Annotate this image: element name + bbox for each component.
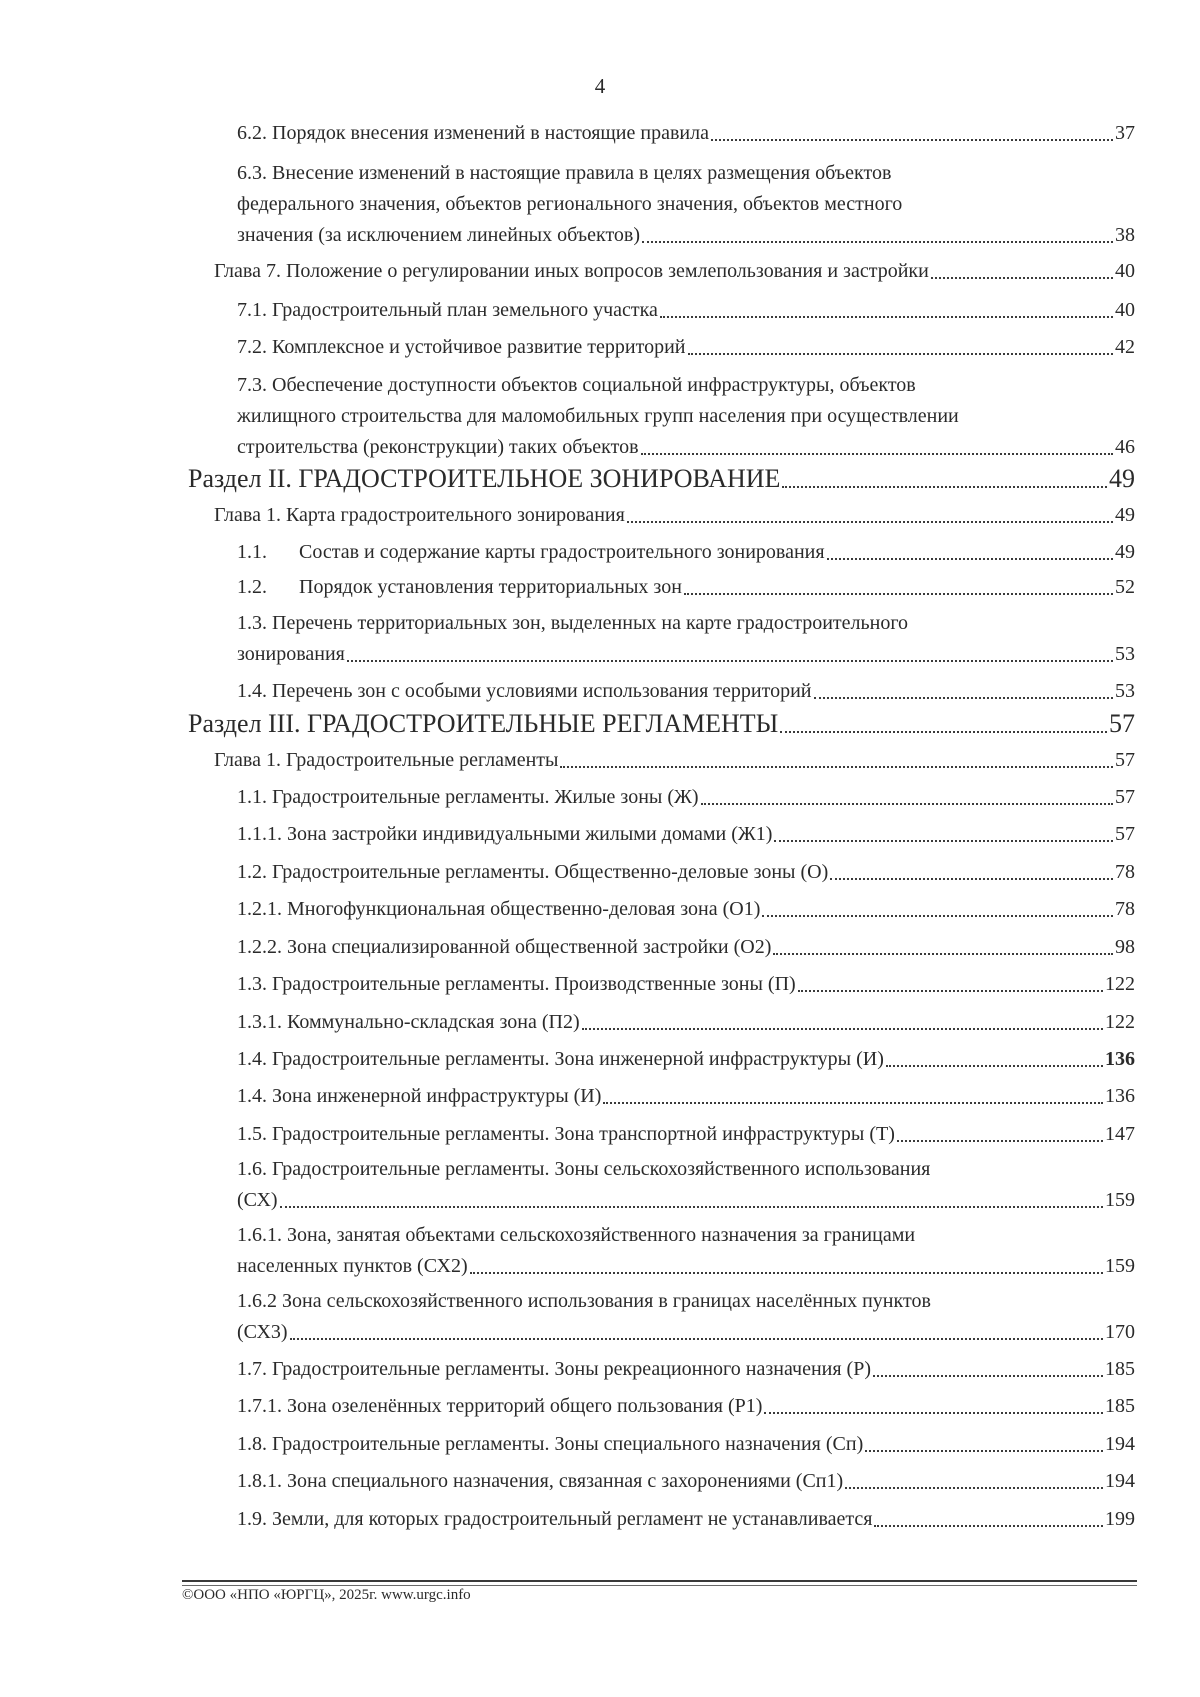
toc-entry (237, 678, 1135, 705)
toc-page-number: 159 (1105, 1189, 1135, 1211)
toc-page-number: 194 (1105, 1433, 1135, 1455)
toc-page-number: 40 (1115, 260, 1135, 282)
toc-dot-leader (688, 353, 1114, 355)
toc-page-number: 53 (1115, 680, 1135, 702)
toc-entry-line: 6.3. Внесение изменений в настоящие правила в целях размещения объектов (237, 162, 892, 184)
toc-entry (237, 1468, 1135, 1495)
toc-entry-line: 1.6. Градостроительные регламенты. Зоны сельскохозяйственного использования (237, 1158, 931, 1180)
toc-page-number: 122 (1105, 1011, 1135, 1033)
toc-dot-leader (660, 316, 1113, 318)
toc-dot-leader (582, 1028, 1103, 1030)
toc-page-number: 122 (1105, 973, 1135, 995)
toc-page-number: 49 (1115, 504, 1135, 526)
toc-page-number: 57 (1115, 786, 1135, 808)
toc-dot-leader (830, 878, 1113, 880)
toc-entry-title: 1.8.1. Зона специального назначения, связанная с захоронениями (Сп1) (237, 1470, 844, 1492)
toc-entry (237, 971, 1135, 998)
toc-entry-title: значения (за исключением линейных объектов) (237, 224, 641, 246)
toc-entry-title: 1.2. Градостроительные регламенты. Общественно-деловые зоны (О) (237, 861, 829, 883)
toc-entry-title: 1.8. Градостроительные регламенты. Зоны специального назначения (Сп) (237, 1433, 864, 1455)
toc-dot-leader (627, 521, 1113, 523)
toc-entry (237, 934, 1135, 961)
toc-entry-title: 1.1. Градостроительные регламенты. Жилые зоны (Ж) (237, 786, 699, 808)
toc-entry-line: 1.3. Перечень территориальных зон, выделенных на карте градостроительного (237, 612, 909, 634)
toc-page-number: 78 (1115, 898, 1135, 920)
toc-page-number: 46 (1115, 436, 1135, 458)
toc-entry-title: 1.9. Земли, для которых градостроительный регламент не устанавливается (237, 1508, 873, 1530)
toc-dot-leader (798, 990, 1103, 992)
toc-entry-line: 1.6.1. Зона, занятая объектами сельскохозяйственного назначения за границами (237, 1224, 916, 1246)
toc-dot-leader (711, 139, 1113, 141)
toc-page-number: 49 (1115, 541, 1135, 563)
toc-page-number: 38 (1115, 224, 1135, 246)
footer-copyright: ©ООО «НПО «ЮРГЦ», 2025г. www.urgc.info (182, 1587, 471, 1603)
toc-entry-title: 1.4. Градостроительные регламенты. Зона инженерной инфраструктуры (И) (237, 1048, 884, 1070)
footer-rule-thin (182, 1585, 1137, 1586)
toc-entry-title: (СХ) (237, 1189, 278, 1211)
toc-entry (237, 1506, 1135, 1533)
toc-dot-leader (773, 953, 1113, 955)
toc-page-number: 52 (1115, 576, 1135, 598)
toc-entry (237, 334, 1135, 361)
toc-entry-title: 1.4. Перечень зон с особыми условиями использования территорий (237, 680, 812, 702)
toc-page-number: 136 (1105, 1048, 1135, 1070)
toc-dot-leader (782, 486, 1107, 488)
toc-page-number: 57 (1115, 823, 1135, 845)
toc-entry (237, 1009, 1135, 1036)
toc-dot-leader (642, 241, 1113, 243)
toc-entry-title: 1.7.1. Зона озеленённых территорий общего пользования (Р1) (237, 1395, 763, 1417)
toc-entry (237, 784, 1135, 811)
toc-entry-title: 1.1.1. Зона застройки индивидуальными жилыми домами (Ж1) (237, 823, 773, 845)
toc-entry (237, 1319, 1135, 1346)
toc-entry-number: 1.1. (237, 541, 267, 563)
page-number: 4 (594, 74, 606, 98)
toc-entry-title: Порядок установления территориальных зон (299, 576, 682, 598)
toc-page-number: 98 (1115, 936, 1135, 958)
toc-entry-title: 1.7. Градостроительные регламенты. Зоны рекреационного назначения (Р) (237, 1358, 872, 1380)
toc-entry (237, 1046, 1135, 1073)
toc-dot-leader (897, 1140, 1103, 1142)
toc-entry-title: (СХ3) (237, 1321, 288, 1343)
toc-dot-leader (845, 1487, 1103, 1489)
toc-dot-leader (560, 766, 1113, 768)
toc-entry (237, 434, 1135, 461)
toc-page-number: 199 (1105, 1508, 1135, 1530)
toc-page-number: 57 (1115, 749, 1135, 771)
toc-entry-number: 1.2. (237, 576, 267, 598)
toc-page-number: 40 (1115, 299, 1135, 321)
toc-page-number: 170 (1105, 1321, 1135, 1343)
toc-entry-title: 7.1. Градостроительный план земельного участка (237, 299, 658, 321)
toc-entry-title: Глава 1. Карта градостроительного зонирования (214, 504, 625, 526)
toc-page-number: 42 (1115, 336, 1135, 358)
toc-dot-leader (280, 1206, 1103, 1208)
toc-entry-title: 1.2.1. Многофункциональная общественно-деловая зона (О1) (237, 898, 761, 920)
toc-entry (214, 747, 1135, 774)
toc-entry-line: федерального значения, объектов регионального значения, объектов местного (237, 193, 903, 215)
toc-entry-title: 1.3.1. Коммунально-складская зона (П2) (237, 1011, 580, 1033)
toc-dot-leader (780, 731, 1107, 733)
toc-entry-title: Раздел II. ГРАДОСТРОИТЕЛЬНОЕ ЗОНИРОВАНИЕ (188, 464, 781, 493)
toc-entry (237, 539, 1135, 566)
toc-entry-title: 7.2. Комплексное и устойчивое развитие территорий (237, 336, 686, 358)
toc-page-number: 159 (1105, 1255, 1135, 1277)
toc-dot-leader (701, 803, 1113, 805)
toc-entry (237, 1393, 1135, 1420)
toc-entry-title: 1.5. Градостроительные регламенты. Зона транспортной инфраструктуры (Т) (237, 1123, 895, 1145)
toc-entry-title: населенных пунктов (СХ2) (237, 1255, 468, 1277)
toc-entry-title: Глава 7. Положение о регулировании иных вопросов землепользования и застройки (214, 260, 929, 282)
toc-entry-title: 1.3. Градостроительные регламенты. Производственные зоны (П) (237, 973, 796, 995)
toc-entry-title: 6.2. Порядок внесения изменений в настоящие правила (237, 122, 709, 144)
toc-entry (237, 1356, 1135, 1383)
toc-dot-leader (347, 660, 1113, 662)
toc-dot-leader (684, 593, 1113, 595)
toc-entry (237, 1121, 1135, 1148)
toc-page-number: 147 (1105, 1123, 1135, 1145)
toc-dot-leader (865, 1450, 1103, 1452)
toc-entry (237, 1083, 1135, 1110)
toc-entry (214, 502, 1135, 529)
toc-dot-leader (873, 1375, 1103, 1377)
toc-entry (237, 859, 1135, 886)
toc-page-number: 185 (1105, 1395, 1135, 1417)
toc-dot-leader (603, 1102, 1103, 1104)
toc-dot-leader (886, 1065, 1103, 1067)
toc-dot-leader (874, 1525, 1103, 1527)
toc-entry-title: 1.2.2. Зона специализированной общественной застройки (О2) (237, 936, 772, 958)
toc-entry-title: Глава 1. Градостроительные регламенты (214, 749, 559, 771)
toc-dot-leader (764, 1412, 1103, 1414)
toc-entry (237, 120, 1135, 147)
toc-entry-title: Раздел III. ГРАДОСТРОИТЕЛЬНЫЕ РЕГЛАМЕНТЫ (188, 709, 779, 738)
toc-section-heading (188, 707, 1135, 741)
toc-entry-title: строительства (реконструкции) таких объектов (237, 436, 639, 458)
toc-entry (214, 258, 1135, 285)
toc-page-number: 57 (1109, 709, 1135, 738)
toc-dot-leader (931, 277, 1113, 279)
toc-entry (237, 641, 1135, 668)
toc-page-number: 49 (1109, 464, 1135, 493)
toc-dot-leader (290, 1338, 1103, 1340)
toc-entry-title: 1.4. Зона инженерной инфраструктуры (И) (237, 1085, 602, 1107)
toc-entry (237, 1253, 1135, 1280)
toc-entry-line: 1.6.2 Зона сельскохозяйственного использования в границах населённых пунктов (237, 1290, 931, 1312)
toc-entry-title: зонирования (237, 643, 345, 665)
toc-entry (237, 1187, 1135, 1214)
toc-entry (237, 821, 1135, 848)
toc-page-number: 78 (1115, 861, 1135, 883)
toc-page-number: 194 (1105, 1470, 1135, 1492)
toc-entry (237, 222, 1135, 249)
toc-entry (237, 896, 1135, 923)
toc-section-heading (188, 462, 1135, 496)
toc-entry (237, 1431, 1135, 1458)
toc-page-number: 53 (1115, 643, 1135, 665)
toc-entry-line: жилищного строительства для маломобильных групп населения при осуществлении (237, 405, 959, 427)
toc-dot-leader (814, 697, 1113, 699)
toc-page-number: 37 (1115, 122, 1135, 144)
toc-dot-leader (827, 558, 1113, 560)
toc-entry-title: Состав и содержание карты градостроительного зонирования (299, 541, 825, 563)
toc-dot-leader (641, 453, 1113, 455)
toc-page-number: 136 (1105, 1085, 1135, 1107)
toc-dot-leader (774, 840, 1113, 842)
toc-entry (237, 574, 1135, 601)
toc-page-number: 185 (1105, 1358, 1135, 1380)
footer-rule (182, 1580, 1137, 1582)
toc-entry (237, 297, 1135, 324)
toc-dot-leader (762, 915, 1113, 917)
toc-dot-leader (470, 1272, 1103, 1274)
toc-entry-line: 7.3. Обеспечение доступности объектов социальной инфраструктуры, объектов (237, 374, 916, 396)
